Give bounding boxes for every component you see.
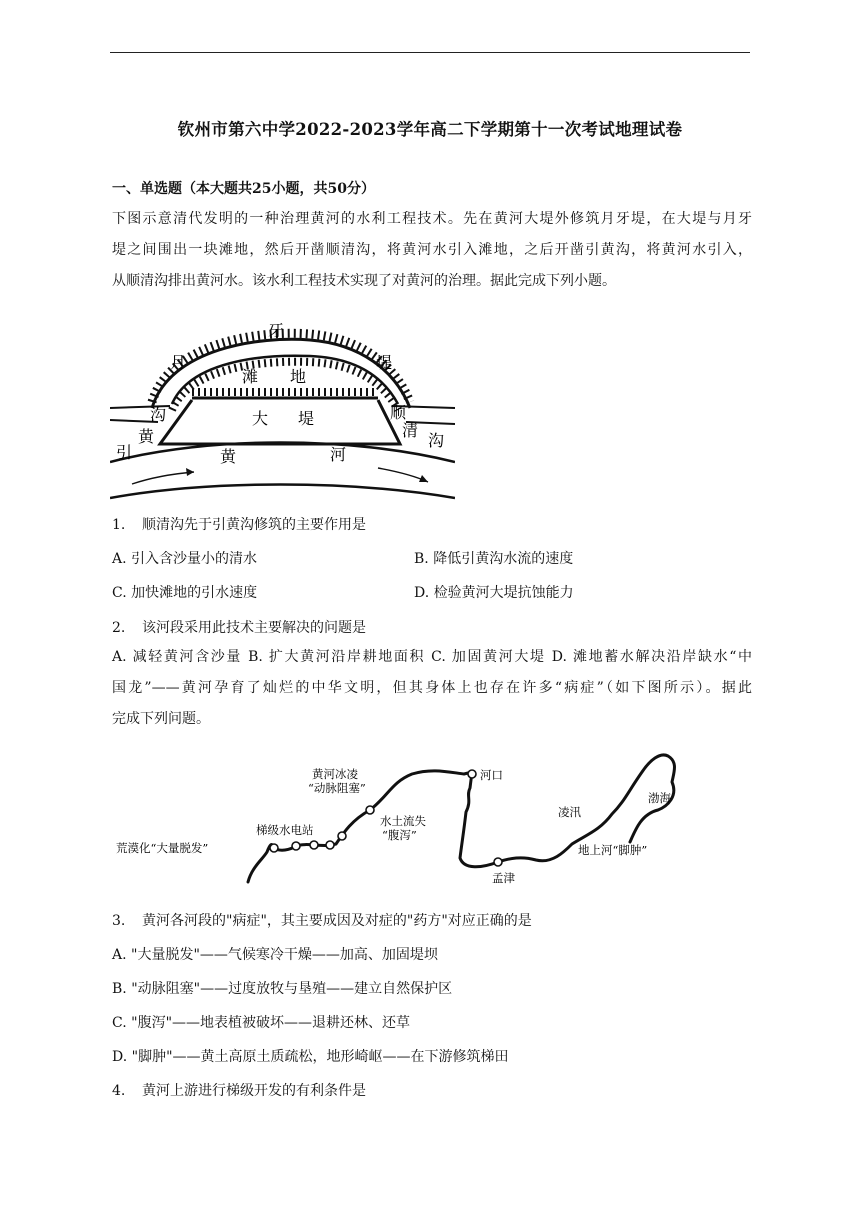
intro2-line3: 完成下列问题。 [112, 711, 210, 727]
label-gou2: 沟 [428, 431, 445, 450]
option-text: 引入含沙量小的清水 [131, 551, 258, 567]
option-label: B. [414, 551, 429, 567]
intro2-line1: A. 减轻黄河含沙量 B. 扩大黄河沿岸耕地面积 C. 加固黄河大堤 D. 滩地蓄水解决沿岸缺水“中 [112, 649, 752, 665]
option-label: C. [112, 1015, 127, 1031]
label-tiji: 梯级水电站 [256, 823, 314, 837]
option-text: 加快滩地的引水速度 [131, 585, 258, 601]
label-fuxie: “腹泻” [382, 828, 417, 842]
option-label: A. [112, 551, 127, 567]
option-text: "动脉阻塞"——过度放牧与垦殖——建立自然保护区 [131, 981, 453, 997]
label-yue: 月 [170, 353, 187, 372]
crescent-dike-figure [110, 312, 455, 504]
label-di: 堤 [376, 353, 393, 372]
question-4-stem: 黄河上游进行梯级开发的有利条件是 [142, 1083, 366, 1099]
option-label: D. [112, 1049, 128, 1065]
label-dongmai: “动脉阻塞” [308, 781, 366, 795]
q3-option-a[interactable] [112, 944, 438, 964]
q3-option-c[interactable] [112, 1012, 410, 1032]
question-4-number: 4. [112, 1083, 126, 1099]
option-label: B. [112, 981, 127, 997]
intro2-line2: 国龙”——黄河孕育了灿烂的中华文明，但其身体上也存在许多“病症”（如下图所示）。据此 [112, 680, 752, 696]
question-1-stem: 顺清沟先于引黄沟修筑的主要作用是 [142, 517, 366, 533]
question-3-stem: 黄河各河段的"病症"，其主要成因及对症的"药方"对应正确的是 [142, 913, 532, 929]
label-da: 大 [252, 409, 269, 428]
q3-option-b[interactable] [112, 978, 452, 998]
label-qing: 清 [402, 421, 419, 440]
label-di3: 堤 [298, 409, 315, 428]
option-label: D. [414, 585, 430, 601]
label-lingxun: 凌汛 [558, 805, 581, 819]
question-3-number: 3. [112, 913, 126, 929]
question-2 [112, 617, 366, 637]
label-ya: 牙 [268, 321, 285, 340]
label-dishang: 地上河“脚肿” [578, 843, 648, 857]
label-bohai: 渤海 [648, 791, 671, 805]
question-4 [112, 1080, 366, 1100]
label-bingling: 黄河冰凌 [312, 767, 358, 781]
section-heading: 一、单选题（本大题共25小题，共50分） [112, 181, 375, 197]
label-huang: 黄 [138, 427, 155, 446]
question-2-stem: 该河段采用此技术主要解决的问题是 [142, 620, 366, 636]
label-di2: 地 [290, 367, 307, 386]
intro1-line2: 堤之间围出一块滩地，然后开凿顺清沟，将黄河水引入滩地，之后开凿引黄沟，将黄河水引入， [112, 242, 752, 258]
question-2-number: 2. [112, 620, 126, 636]
option-text: "脚肿"——黄土高原土质疏松，地形崎岖——在下游修筑梯田 [131, 1049, 509, 1065]
intro1-line1: 下图示意清代发明的一种治理黄河的水利工程技术。先在黄河大堤外修筑月牙堤，在大堤与月牙 [112, 211, 752, 227]
q1-option-d[interactable] [414, 582, 574, 602]
page-title: 钦州市第六中学2022-2023学年高二下学期第十一次考试地理试卷 [177, 120, 683, 139]
question-3 [112, 910, 532, 930]
label-shuitu: 水土流失 [380, 814, 426, 828]
label-mengjin: 孟津 [492, 871, 515, 885]
option-text: "腹泻"——地表植被破坏——退耕还林、还草 [131, 1015, 411, 1031]
option-text: "大量脱发"——气候寒冷干燥——加高、加固堤坝 [131, 947, 438, 963]
label-huangmo: 荒漠化“大量脱发” [116, 841, 209, 855]
option-text: 降低引黄沟水流的速度 [433, 551, 574, 567]
option-text: 检验黄河大堤抗蚀能力 [433, 585, 574, 601]
option-label: C. [112, 585, 127, 601]
yellow-river-map [112, 752, 752, 897]
label-yin: 引 [116, 443, 133, 462]
option-label: A. [112, 947, 127, 963]
q1-option-a[interactable] [112, 548, 257, 568]
q1-option-c[interactable] [112, 582, 257, 602]
label-he: 河 [330, 445, 347, 464]
intro-paragraph-2 [112, 642, 752, 735]
label-hekou: 河口 [480, 768, 503, 782]
q1-option-b[interactable] [414, 548, 573, 568]
intro-paragraph-1 [112, 204, 752, 297]
header-rule [110, 52, 750, 53]
label-shun: 顺 [390, 403, 407, 422]
label-gou: 沟 [150, 405, 167, 424]
label-huang2: 黄 [220, 447, 237, 466]
intro1-line3: 从顺清沟排出黄河水。该水利工程技术实现了对黄河的治理。据此完成下列小题。 [112, 273, 616, 289]
q3-option-d[interactable] [112, 1046, 509, 1066]
label-tan: 滩 [242, 367, 259, 386]
question-1 [112, 514, 366, 534]
question-1-number: 1. [112, 517, 126, 533]
